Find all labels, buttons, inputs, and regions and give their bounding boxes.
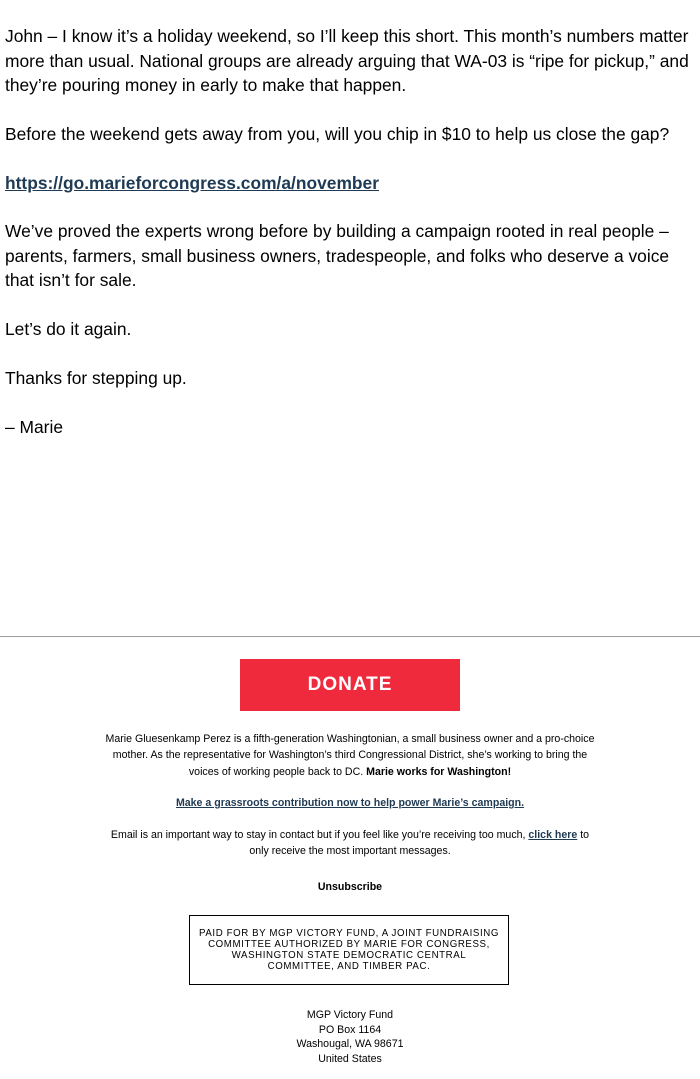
footer-divider <box>0 636 700 637</box>
unsubscribe-link[interactable]: Unsubscribe <box>317 881 383 893</box>
candidate-bio <box>100 731 600 780</box>
address-country: United States <box>318 1052 382 1065</box>
paid-for-disclaimer <box>189 915 509 985</box>
donation-link[interactable]: https://go.marieforcongress.com/a/november <box>5 172 379 193</box>
email-preferences-notice <box>100 827 600 860</box>
email-notice-text-after: to only receive the most important messages. <box>249 829 590 858</box>
email-notice-text: Email is an important way to stay in contact but if you feel like you’re receiving too much, <box>110 829 529 841</box>
address-name: MGP Victory Fund <box>306 1009 394 1021</box>
paid-for-text: PAID FOR BY MGP VICTORY FUND, A JOINT FUNDRAISING COMMITTEE AUTHORIZED BY MARIE FOR CONGRESS, WASHINGTON STATE DEMOCRATIC CENTRAL COMMITTEE, AND TIMBER PAC. <box>199 927 499 973</box>
email-preferences-link[interactable]: click here <box>528 829 578 841</box>
contribution-link[interactable]: Make a grassroots contribution now to help power Marie’s campaign. <box>175 797 525 809</box>
email-body <box>5 24 697 464</box>
signoff: – Marie <box>5 416 63 437</box>
body-paragraph: Thanks for stepping up. <box>5 367 187 388</box>
address-po-box: PO Box 1164 <box>318 1023 382 1036</box>
donation-link-paragraph <box>5 171 697 196</box>
contribution-line <box>100 795 600 811</box>
body-paragraph: John – I know it’s a holiday weekend, so I’ll keep this short. This month’s numbers matter more than usual. National groups are already arguing that WA-03 is “ripe for pickup,” and they’re pouring money in early to make that happen. <box>5 26 689 95</box>
address-city: Washougal, WA 98671 <box>296 1038 404 1050</box>
mailing-address <box>250 1008 450 1066</box>
body-paragraph: We’ve proved the experts wrong before by building a campaign rooted in real people – parents, farmers, small business owners, tradespeople, and folks who deserve a voice that isn’t for sale. <box>5 221 670 291</box>
body-paragraph: Before the weekend gets away from you, will you chip in $10 to help us close the gap? <box>5 123 670 144</box>
bio-text: Marie Gluesenkamp Perez is a fifth-generation Washingtonian, a small business owner and a pro-choice mother. As the representative for Washington’s third Congressional District, she’s working to bring the voices of working people back to DC. <box>105 733 595 778</box>
bio-tagline: Marie works for Washington! <box>366 765 512 778</box>
body-paragraph: Let’s do it again. <box>5 319 132 340</box>
donate-button[interactable]: DONATE <box>240 659 460 711</box>
